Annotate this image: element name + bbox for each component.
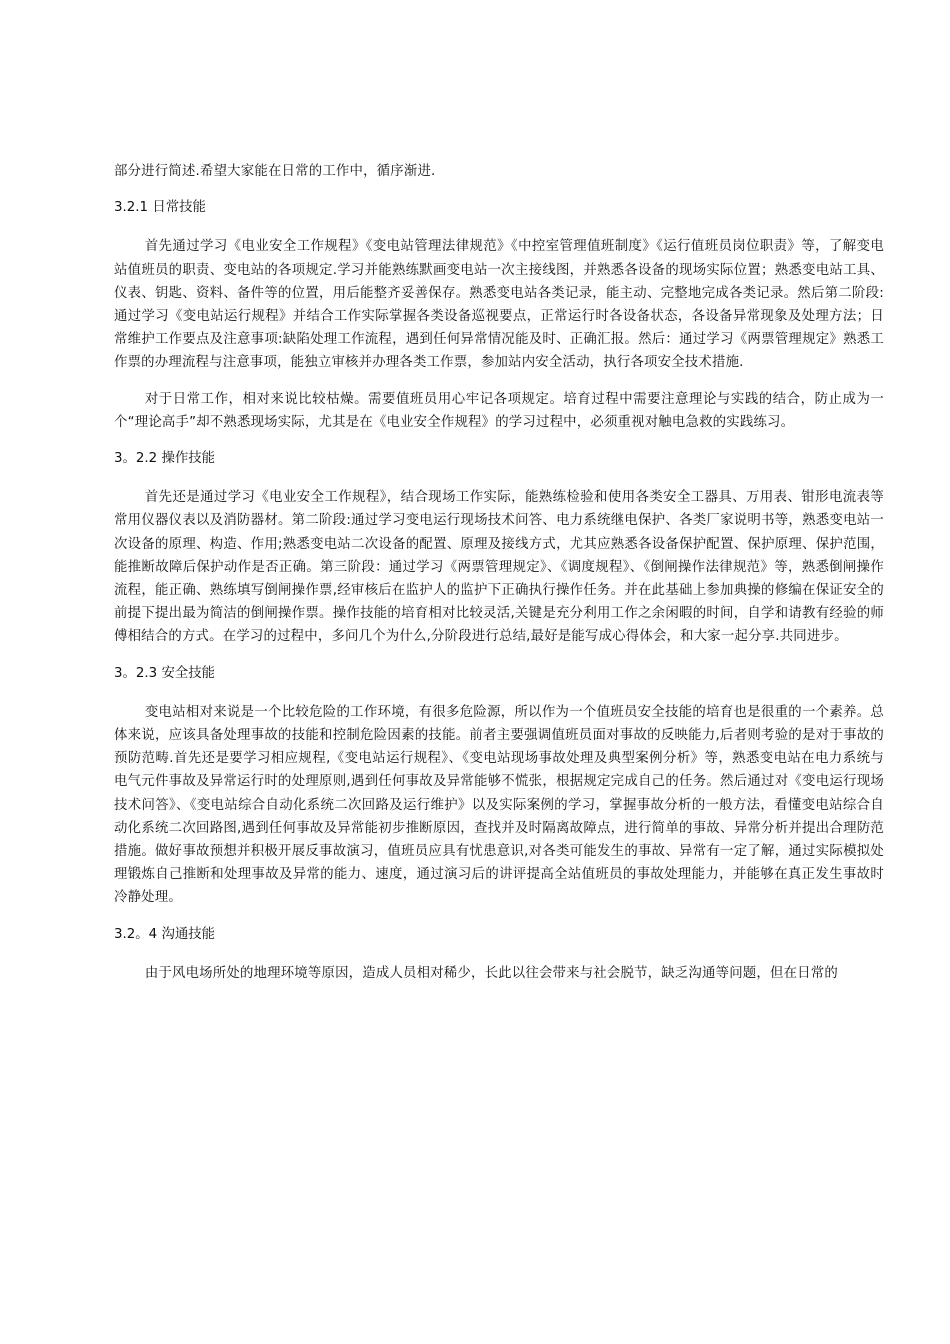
intro-paragraph: 部分进行简述.希望大家能在日常的工作中，循序渐进.: [114, 164, 436, 179]
section-heading-safety-skills: 3。2.3 安全技能: [114, 665, 216, 681]
section-heading-communication-skills: 3.2。4 沟通技能: [114, 926, 216, 942]
section-heading-daily-skills: 3.2.1 日常技能: [114, 200, 206, 216]
communication-skills-paragraph-1: 由于风电场所处的地理环境等原因，造成人员相对稀少，长此以往会带来与社会脱节，缺乏沟通等问题，但在日常的: [144, 965, 838, 981]
operation-skills-paragraph-1: 首先还是通过学习《电业安全工作规程》，结合现场工作实际，能熟练检验和使用各类安全工器具、万用表、钳形电流表等常用仪器仪表以及消防器材。第二阶段:通过学习变电运行现场技术问答、电力系统继电保护、各类厂家说明书等，熟悉变电站一次设备的原理、构造、作用;熟悉变电站二次设备的配置、原理及接线方式，尤其应熟悉各设备保护配置、保护原理、保护范围，能推断故障后保护动作是否正确。第三阶段：通过学习《两票管理规定》、《调度规程》、《倒闸操作法律规范》等，熟悉倒闸操作流程，能正确、熟练填写倒闸操作票,经审核后在监护人的监护下正确执行操作任务。并在此基础上参加典操的修编在保证安全的前提下提出最为简洁的倒闸操作票。操作技能的培育相对比较灵活,关键是充分利用工作之余闲暇的时间，自学和请教有经验的师傅相结合的方式。在学习的过程中，多问几个为什么,分阶段进行总结,最好是能写成心得体会，和大家一起分享.共同进步。: [114, 490, 884, 645]
daily-skills-paragraph-2: 对于日常工作，相对来说比较枯燥。需要值班员用心牢记各项规定。培育过程中需要注意理论与实践的结合，防止成为一个“理论高手”却不熟悉现场实际，尤其是在《电业安全作规程》的学习过程中，必须重视对触电急救的实践练习。: [114, 391, 884, 430]
safety-skills-paragraph-1: 变电站相对来说是一个比较危险的工作环境，有很多危险源，所以作为一个值班员安全技能的培育也是很重的一个素养。总体来说，应该具备处理事故的技能和控制危险因素的技能。前者主要强调值班员面对事故的反映能力,后者则考验的是对于事故的预防范畴.首先还是要学习相应规程,《变电站运行规程》、《变电站现场事故处理及典型案例分析》等，熟悉变电站在电力系统与电气元件事故及异常运行时的处理原则,遇到任何事故及异常能够不慌张，根据规定完成自己的任务。然后通过对《变电运行现场技术问答》、《变电站综合自动化系统二次回路及运行维护》以及实际案例的学习，掌握事故分析的一般方法，看懂变电站综合自动化系统二次回路图,遇到任何事故及异常能初步推断原因，查找并及时隔离故障点，进行简单的事故、异常分析并提出合理防范措施。做好事故预想并积极开展反事故演习，值班员应具有忧患意识,对各类可能发生的事故、异常有一定了解，通过实际模拟处理锻炼自己推断和处理事故及异常的能力、速度，通过演习后的讲评提高全站值班员的事故处理能力，并能够在真正发生事故时冷静处理。: [114, 704, 884, 906]
daily-skills-paragraph-1: 首先通过学习《电业安全工作规程》《变电站管理法律规范》《中控室管理值班制度》《运行值班员岗位职责》等，了解变电站值班员的职责、变电站的各项规定.学习并能熟练默画变电站一次主接线图，并熟悉各设备的现场实际位置；熟悉变电站工具、仪表、钥匙、资料、备件等的位置，用后能整齐妥善保存。熟悉变电站各类记录，能主动、完整地完成各类记录。然后第二阶段:通过学习《变电站运行规程》并结合工作实际掌握各类设备巡视要点，正常运行时各设备状态，各设备异常现象及处理方法；日常维护工作要点及注意事项:缺陷处理工作流程，遇到任何异常情况能及时、正确汇报。然后：通过学习《两票管理规定》熟悉工作票的办理流程与注意事项，能独立审核并办理各类工作票，参加站内安全活动，执行各项安全技术措施.: [114, 239, 884, 371]
section-heading-operation-skills: 3。2.2 操作技能: [114, 451, 216, 467]
document-page: [114, 160, 884, 998]
